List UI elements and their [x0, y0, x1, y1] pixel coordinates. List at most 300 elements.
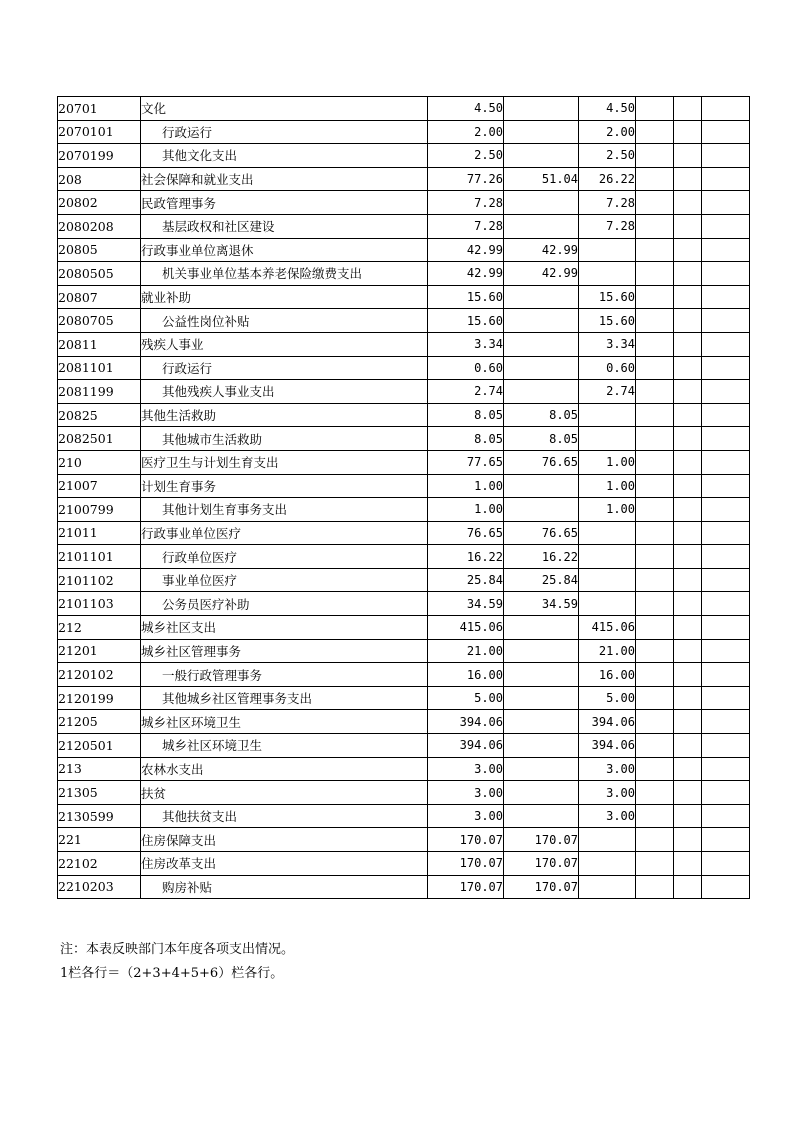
empty-cell — [674, 191, 702, 215]
subject-code-cell: 2100799 — [58, 498, 141, 522]
project-expenditure-cell: 2.00 — [579, 120, 636, 144]
empty-cell — [636, 521, 674, 545]
subject-name-cell: 其他扶贫支出 — [141, 804, 428, 828]
subject-name-cell: 其他残疾人事业支出 — [141, 380, 428, 404]
subject-code-cell: 2082501 — [58, 427, 141, 451]
empty-cell — [674, 616, 702, 640]
empty-cell — [636, 545, 674, 569]
subject-name-cell: 购房补贴 — [141, 875, 428, 899]
total-amount-cell: 2.74 — [428, 380, 504, 404]
table-row — [58, 804, 750, 828]
empty-cell — [636, 332, 674, 356]
empty-cell — [674, 120, 702, 144]
total-amount-cell: 170.07 — [428, 852, 504, 876]
empty-cell — [674, 450, 702, 474]
empty-cell — [674, 757, 702, 781]
subject-code-cell: 212 — [58, 616, 141, 640]
basic-expenditure-cell: 34.59 — [504, 592, 579, 616]
table-row — [58, 734, 750, 758]
subject-name-cell: 公益性岗位补贴 — [141, 309, 428, 333]
empty-cell — [674, 167, 702, 191]
project-expenditure-cell — [579, 592, 636, 616]
table-row — [58, 686, 750, 710]
total-amount-cell: 21.00 — [428, 639, 504, 663]
subject-name-cell: 城乡社区管理事务 — [141, 639, 428, 663]
basic-expenditure-cell — [504, 498, 579, 522]
subject-code-cell: 2120199 — [58, 686, 141, 710]
table-row — [58, 191, 750, 215]
subject-name-cell: 一般行政管理事务 — [141, 663, 428, 687]
empty-cell — [674, 734, 702, 758]
empty-cell — [674, 474, 702, 498]
table-row — [58, 167, 750, 191]
total-amount-cell: 4.50 — [428, 97, 504, 121]
subject-code-cell: 2120102 — [58, 663, 141, 687]
empty-cell — [636, 144, 674, 168]
empty-cell — [674, 285, 702, 309]
project-expenditure-cell: 15.60 — [579, 285, 636, 309]
empty-cell — [702, 545, 750, 569]
table-row — [58, 545, 750, 569]
basic-expenditure-cell — [504, 757, 579, 781]
total-amount-cell: 394.06 — [428, 710, 504, 734]
basic-expenditure-cell: 76.65 — [504, 521, 579, 545]
table-row — [58, 616, 750, 640]
empty-cell — [636, 191, 674, 215]
table-row — [58, 285, 750, 309]
empty-cell — [636, 592, 674, 616]
basic-expenditure-cell — [504, 285, 579, 309]
subject-code-cell: 213 — [58, 757, 141, 781]
empty-cell — [636, 568, 674, 592]
project-expenditure-cell: 16.00 — [579, 663, 636, 687]
empty-cell — [636, 380, 674, 404]
table-row — [58, 639, 750, 663]
subject-code-cell: 2120501 — [58, 734, 141, 758]
project-expenditure-cell: 1.00 — [579, 474, 636, 498]
subject-name-cell: 机关事业单位基本养老保险缴费支出 — [141, 262, 428, 286]
empty-cell — [636, 710, 674, 734]
total-amount-cell: 170.07 — [428, 828, 504, 852]
empty-cell — [702, 97, 750, 121]
empty-cell — [702, 191, 750, 215]
basic-expenditure-cell — [504, 144, 579, 168]
empty-cell — [674, 521, 702, 545]
table-row — [58, 97, 750, 121]
total-amount-cell: 34.59 — [428, 592, 504, 616]
total-amount-cell: 394.06 — [428, 734, 504, 758]
table-row — [58, 781, 750, 805]
empty-cell — [702, 427, 750, 451]
subject-name-cell: 住房保障支出 — [141, 828, 428, 852]
project-expenditure-cell — [579, 238, 636, 262]
basic-expenditure-cell: 16.22 — [504, 545, 579, 569]
empty-cell — [702, 380, 750, 404]
basic-expenditure-cell: 170.07 — [504, 875, 579, 899]
basic-expenditure-cell — [504, 686, 579, 710]
basic-expenditure-cell — [504, 639, 579, 663]
empty-cell — [702, 262, 750, 286]
empty-cell — [674, 639, 702, 663]
empty-cell — [636, 427, 674, 451]
basic-expenditure-cell: 42.99 — [504, 262, 579, 286]
basic-expenditure-cell — [504, 356, 579, 380]
project-expenditure-cell: 2.50 — [579, 144, 636, 168]
subject-name-cell: 扶贫 — [141, 781, 428, 805]
subject-name-cell: 文化 — [141, 97, 428, 121]
project-expenditure-cell — [579, 852, 636, 876]
basic-expenditure-cell — [504, 380, 579, 404]
empty-cell — [636, 639, 674, 663]
table-row — [58, 828, 750, 852]
empty-cell — [674, 852, 702, 876]
subject-name-cell: 残疾人事业 — [141, 332, 428, 356]
table-row — [58, 309, 750, 333]
table-row — [58, 332, 750, 356]
table-row — [58, 214, 750, 238]
subject-name-cell: 行政事业单位医疗 — [141, 521, 428, 545]
subject-name-cell: 社会保障和就业支出 — [141, 167, 428, 191]
total-amount-cell: 25.84 — [428, 568, 504, 592]
empty-cell — [674, 97, 702, 121]
subject-code-cell: 2080505 — [58, 262, 141, 286]
empty-cell — [702, 450, 750, 474]
table-row — [58, 120, 750, 144]
empty-cell — [702, 616, 750, 640]
empty-cell — [674, 380, 702, 404]
subject-code-cell: 22102 — [58, 852, 141, 876]
empty-cell — [702, 285, 750, 309]
subject-name-cell: 其他城市生活救助 — [141, 427, 428, 451]
total-amount-cell: 170.07 — [428, 875, 504, 899]
empty-cell — [674, 545, 702, 569]
empty-cell — [702, 757, 750, 781]
basic-expenditure-cell — [504, 309, 579, 333]
empty-cell — [702, 710, 750, 734]
subject-name-cell: 其他生活救助 — [141, 403, 428, 427]
table-notes — [60, 938, 294, 986]
empty-cell — [674, 663, 702, 687]
basic-expenditure-cell: 8.05 — [504, 403, 579, 427]
total-amount-cell: 3.00 — [428, 781, 504, 805]
note-line: 注：本表反映部门本年度各项支出情况。 — [60, 942, 295, 957]
empty-cell — [702, 474, 750, 498]
project-expenditure-cell: 394.06 — [579, 734, 636, 758]
total-amount-cell: 8.05 — [428, 403, 504, 427]
basic-expenditure-cell — [504, 710, 579, 734]
empty-cell — [702, 144, 750, 168]
subject-name-cell: 基层政权和社区建设 — [141, 214, 428, 238]
subject-code-cell: 21007 — [58, 474, 141, 498]
empty-cell — [702, 686, 750, 710]
project-expenditure-cell — [579, 875, 636, 899]
project-expenditure-cell: 394.06 — [579, 710, 636, 734]
empty-cell — [702, 852, 750, 876]
total-amount-cell: 16.22 — [428, 545, 504, 569]
total-amount-cell: 3.34 — [428, 332, 504, 356]
project-expenditure-cell — [579, 545, 636, 569]
empty-cell — [674, 214, 702, 238]
total-amount-cell: 16.00 — [428, 663, 504, 687]
subject-name-cell: 住房改革支出 — [141, 852, 428, 876]
empty-cell — [674, 498, 702, 522]
empty-cell — [702, 804, 750, 828]
empty-cell — [674, 686, 702, 710]
table-row — [58, 521, 750, 545]
subject-code-cell: 20811 — [58, 332, 141, 356]
subject-code-cell: 2210203 — [58, 875, 141, 899]
empty-cell — [702, 592, 750, 616]
project-expenditure-cell: 21.00 — [579, 639, 636, 663]
basic-expenditure-cell — [504, 97, 579, 121]
subject-name-cell: 计划生育事务 — [141, 474, 428, 498]
empty-cell — [702, 332, 750, 356]
project-expenditure-cell: 5.00 — [579, 686, 636, 710]
empty-cell — [674, 804, 702, 828]
total-amount-cell: 76.65 — [428, 521, 504, 545]
table-row — [58, 356, 750, 380]
total-amount-cell: 15.60 — [428, 309, 504, 333]
subject-name-cell: 其他文化支出 — [141, 144, 428, 168]
project-expenditure-cell: 0.60 — [579, 356, 636, 380]
project-expenditure-cell: 415.06 — [579, 616, 636, 640]
total-amount-cell: 0.60 — [428, 356, 504, 380]
basic-expenditure-cell — [504, 214, 579, 238]
basic-expenditure-cell — [504, 734, 579, 758]
subject-code-cell: 20807 — [58, 285, 141, 309]
project-expenditure-cell — [579, 262, 636, 286]
total-amount-cell: 1.00 — [428, 474, 504, 498]
subject-code-cell: 2070101 — [58, 120, 141, 144]
empty-cell — [674, 568, 702, 592]
subject-code-cell: 2081199 — [58, 380, 141, 404]
table-row — [58, 238, 750, 262]
project-expenditure-cell — [579, 568, 636, 592]
empty-cell — [636, 97, 674, 121]
subject-code-cell: 2081101 — [58, 356, 141, 380]
empty-cell — [702, 734, 750, 758]
empty-cell — [636, 757, 674, 781]
subject-code-cell: 210 — [58, 450, 141, 474]
empty-cell — [636, 167, 674, 191]
project-expenditure-cell: 3.00 — [579, 781, 636, 805]
subject-code-cell: 2130599 — [58, 804, 141, 828]
empty-cell — [702, 403, 750, 427]
basic-expenditure-cell — [504, 191, 579, 215]
table-row — [58, 663, 750, 687]
subject-name-cell: 其他计划生育事务支出 — [141, 498, 428, 522]
empty-cell — [702, 875, 750, 899]
table-body — [58, 97, 750, 899]
basic-expenditure-cell — [504, 120, 579, 144]
project-expenditure-cell: 26.22 — [579, 167, 636, 191]
table-row — [58, 568, 750, 592]
empty-cell — [702, 120, 750, 144]
project-expenditure-cell: 3.34 — [579, 332, 636, 356]
empty-cell — [636, 120, 674, 144]
empty-cell — [674, 592, 702, 616]
note-line: 1栏各行＝（2+3+4+5+6）栏各行。 — [60, 966, 284, 981]
empty-cell — [636, 262, 674, 286]
table-row — [58, 757, 750, 781]
empty-cell — [636, 498, 674, 522]
subject-code-cell: 21305 — [58, 781, 141, 805]
basic-expenditure-cell: 42.99 — [504, 238, 579, 262]
empty-cell — [674, 427, 702, 451]
empty-cell — [702, 639, 750, 663]
subject-name-cell: 行政运行 — [141, 120, 428, 144]
table-row — [58, 592, 750, 616]
total-amount-cell: 5.00 — [428, 686, 504, 710]
total-amount-cell: 8.05 — [428, 427, 504, 451]
table-row — [58, 474, 750, 498]
empty-cell — [674, 403, 702, 427]
empty-cell — [702, 167, 750, 191]
project-expenditure-cell: 1.00 — [579, 498, 636, 522]
basic-expenditure-cell — [504, 616, 579, 640]
project-expenditure-cell: 7.28 — [579, 191, 636, 215]
empty-cell — [702, 238, 750, 262]
subject-code-cell: 20701 — [58, 97, 141, 121]
subject-code-cell: 20805 — [58, 238, 141, 262]
empty-cell — [636, 450, 674, 474]
basic-expenditure-cell: 25.84 — [504, 568, 579, 592]
project-expenditure-cell: 3.00 — [579, 804, 636, 828]
empty-cell — [636, 686, 674, 710]
project-expenditure-cell: 4.50 — [579, 97, 636, 121]
empty-cell — [636, 875, 674, 899]
empty-cell — [674, 875, 702, 899]
empty-cell — [636, 616, 674, 640]
basic-expenditure-cell: 76.65 — [504, 450, 579, 474]
subject-name-cell: 公务员医疗补助 — [141, 592, 428, 616]
total-amount-cell: 415.06 — [428, 616, 504, 640]
subject-code-cell: 2101101 — [58, 545, 141, 569]
total-amount-cell: 1.00 — [428, 498, 504, 522]
expenditure-table — [57, 96, 750, 899]
subject-code-cell: 20825 — [58, 403, 141, 427]
subject-name-cell: 行政运行 — [141, 356, 428, 380]
subject-code-cell: 21205 — [58, 710, 141, 734]
empty-cell — [702, 828, 750, 852]
project-expenditure-cell: 1.00 — [579, 450, 636, 474]
subject-name-cell: 农林水支出 — [141, 757, 428, 781]
empty-cell — [636, 852, 674, 876]
table-row — [58, 710, 750, 734]
subject-name-cell: 行政事业单位离退休 — [141, 238, 428, 262]
total-amount-cell: 3.00 — [428, 804, 504, 828]
empty-cell — [636, 309, 674, 333]
total-amount-cell: 7.28 — [428, 214, 504, 238]
table-row — [58, 450, 750, 474]
empty-cell — [674, 238, 702, 262]
subject-name-cell: 事业单位医疗 — [141, 568, 428, 592]
subject-code-cell: 208 — [58, 167, 141, 191]
empty-cell — [674, 781, 702, 805]
subject-code-cell: 2101103 — [58, 592, 141, 616]
total-amount-cell: 42.99 — [428, 238, 504, 262]
empty-cell — [636, 663, 674, 687]
table-row — [58, 875, 750, 899]
subject-name-cell: 医疗卫生与计划生育支出 — [141, 450, 428, 474]
basic-expenditure-cell — [504, 804, 579, 828]
table-row — [58, 380, 750, 404]
empty-cell — [636, 474, 674, 498]
subject-code-cell: 20802 — [58, 191, 141, 215]
subject-code-cell: 2070199 — [58, 144, 141, 168]
subject-code-cell: 221 — [58, 828, 141, 852]
empty-cell — [702, 214, 750, 238]
total-amount-cell: 2.50 — [428, 144, 504, 168]
project-expenditure-cell — [579, 427, 636, 451]
total-amount-cell: 2.00 — [428, 120, 504, 144]
total-amount-cell: 7.28 — [428, 191, 504, 215]
basic-expenditure-cell — [504, 663, 579, 687]
empty-cell — [702, 498, 750, 522]
table-row — [58, 262, 750, 286]
basic-expenditure-cell — [504, 474, 579, 498]
empty-cell — [674, 828, 702, 852]
empty-cell — [636, 781, 674, 805]
empty-cell — [636, 828, 674, 852]
table-row — [58, 427, 750, 451]
subject-name-cell: 民政管理事务 — [141, 191, 428, 215]
subject-code-cell: 2101102 — [58, 568, 141, 592]
empty-cell — [674, 262, 702, 286]
subject-name-cell: 城乡社区支出 — [141, 616, 428, 640]
empty-cell — [702, 521, 750, 545]
project-expenditure-cell — [579, 521, 636, 545]
subject-name-cell: 城乡社区环境卫生 — [141, 734, 428, 758]
basic-expenditure-cell: 170.07 — [504, 828, 579, 852]
empty-cell — [702, 356, 750, 380]
empty-cell — [674, 309, 702, 333]
empty-cell — [636, 356, 674, 380]
total-amount-cell: 42.99 — [428, 262, 504, 286]
empty-cell — [702, 663, 750, 687]
empty-cell — [674, 710, 702, 734]
basic-expenditure-cell: 51.04 — [504, 167, 579, 191]
total-amount-cell: 15.60 — [428, 285, 504, 309]
empty-cell — [674, 332, 702, 356]
total-amount-cell: 3.00 — [428, 757, 504, 781]
empty-cell — [636, 804, 674, 828]
subject-name-cell: 行政单位医疗 — [141, 545, 428, 569]
basic-expenditure-cell — [504, 781, 579, 805]
empty-cell — [636, 734, 674, 758]
empty-cell — [674, 144, 702, 168]
subject-name-cell: 就业补助 — [141, 285, 428, 309]
project-expenditure-cell — [579, 828, 636, 852]
subject-name-cell: 其他城乡社区管理事务支出 — [141, 686, 428, 710]
table-row — [58, 403, 750, 427]
empty-cell — [674, 356, 702, 380]
empty-cell — [702, 781, 750, 805]
empty-cell — [636, 238, 674, 262]
basic-expenditure-cell: 8.05 — [504, 427, 579, 451]
subject-code-cell: 2080705 — [58, 309, 141, 333]
project-expenditure-cell: 7.28 — [579, 214, 636, 238]
subject-name-cell: 城乡社区环境卫生 — [141, 710, 428, 734]
total-amount-cell: 77.26 — [428, 167, 504, 191]
subject-code-cell: 21011 — [58, 521, 141, 545]
total-amount-cell: 77.65 — [428, 450, 504, 474]
project-expenditure-cell: 3.00 — [579, 757, 636, 781]
empty-cell — [702, 309, 750, 333]
project-expenditure-cell: 2.74 — [579, 380, 636, 404]
empty-cell — [636, 285, 674, 309]
subject-code-cell: 2080208 — [58, 214, 141, 238]
